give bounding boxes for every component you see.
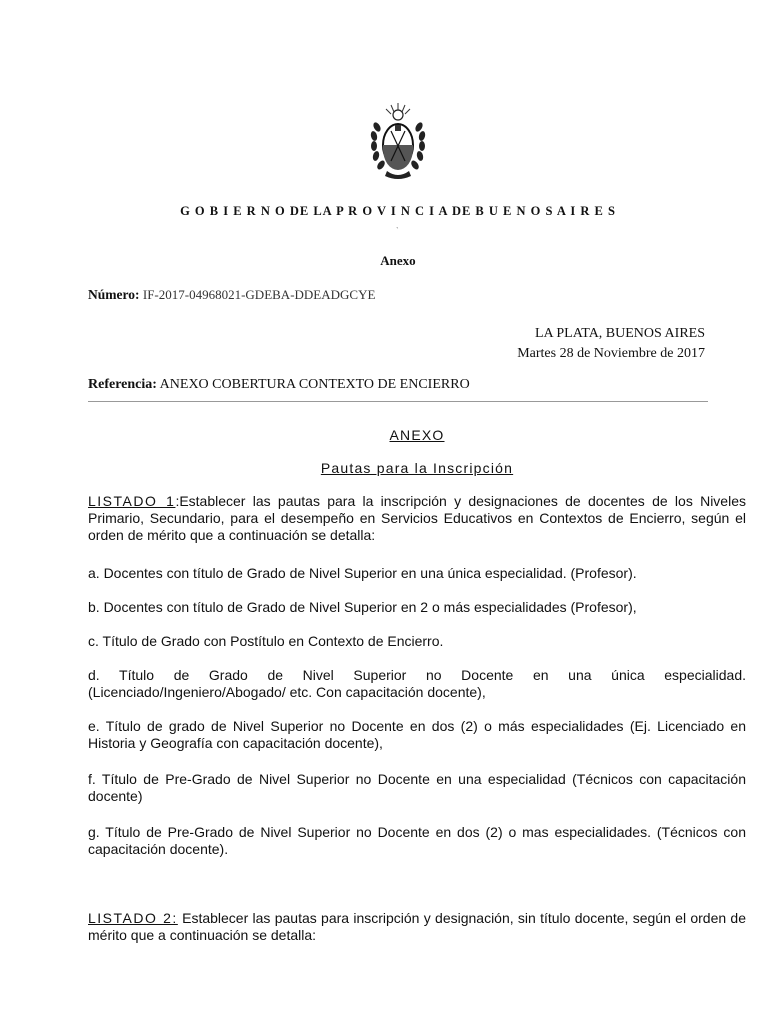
listado-1-label: LISTADO 1 — [88, 493, 176, 509]
anexo-title: ANEXO — [389, 427, 445, 443]
government-header: G O B I E R N O DE LA P R O V I N C I A DE B U E N O S A I R E S — [180, 204, 616, 218]
listado-2-text: Establecer las pautas para inscripción y designación, sin título docente, según el orden de mérito que a continuación se detalla: — [88, 910, 746, 943]
header-tick-mark: ` — [396, 226, 399, 235]
document-type: Anexo — [380, 253, 416, 268]
document-number — [88, 287, 375, 303]
list-item-a: a. Docentes con título de Grado de Nivel Superior en una única especialidad. (Profesor). — [88, 565, 637, 581]
list-item-b: b. Docentes con título de Grado de Nivel Superior en 2 o más especialidades (Profesor), — [88, 599, 637, 615]
list-item-e: e. Título de grado de Nivel Superior no Docente en dos (2) o más especialidades (Ej. Licenciado en Historia y Geografía con capacitación docente), — [88, 718, 746, 751]
date: Martes 28 de Noviembre de 2017 — [517, 346, 705, 361]
numero-value: IF-2017-04968021-GDEBA-DDEADGCYE — [142, 287, 376, 302]
list-item-g: g. Título de Pre-Grado de Nivel Superior no Docente en dos (2) o mas especialidades. (Técnicos con capacitación docente). — [88, 824, 746, 857]
listado-2-label: LISTADO 2: — [88, 910, 178, 926]
referencia-label: Referencia: — [88, 377, 157, 392]
listado-1-paragraph — [88, 493, 746, 544]
reference — [88, 377, 470, 393]
list-item-c: c. Título de Grado con Postítulo en Contexto de Encierro. — [88, 633, 444, 649]
pautas-title: Pautas para la Inscripción — [320, 460, 514, 476]
list-item-d: d. Título de Grado de Nivel Superior no Docente en una única especialidad. (Licenciado/Ingeniero/Abogado/ etc. Con capacitación docente), — [88, 667, 746, 700]
listado-2-paragraph — [88, 910, 746, 944]
place: LA PLATA, BUENOS AIRES — [534, 326, 705, 341]
provincial-coat-of-arms — [369, 101, 427, 181]
divider — [88, 401, 708, 402]
place-and-date — [517, 324, 705, 364]
listado-1-text: :Establecer las pautas para la inscripción y designaciones de docentes de los Niveles Primario, Secundario, para el desempeño en Servicios Educativos en Contextos de Encierro, según el orden de mérito que a continuación se detalla: — [88, 493, 746, 543]
referencia-value: ANEXO COBERTURA CONTEXTO DE ENCIERRO — [159, 377, 470, 392]
numero-label: Número: — [88, 287, 140, 302]
list-item-f: f. Título de Pre-Grado de Nivel Superior no Docente en una especialidad (Técnicos con capacitación docente) — [88, 771, 746, 804]
